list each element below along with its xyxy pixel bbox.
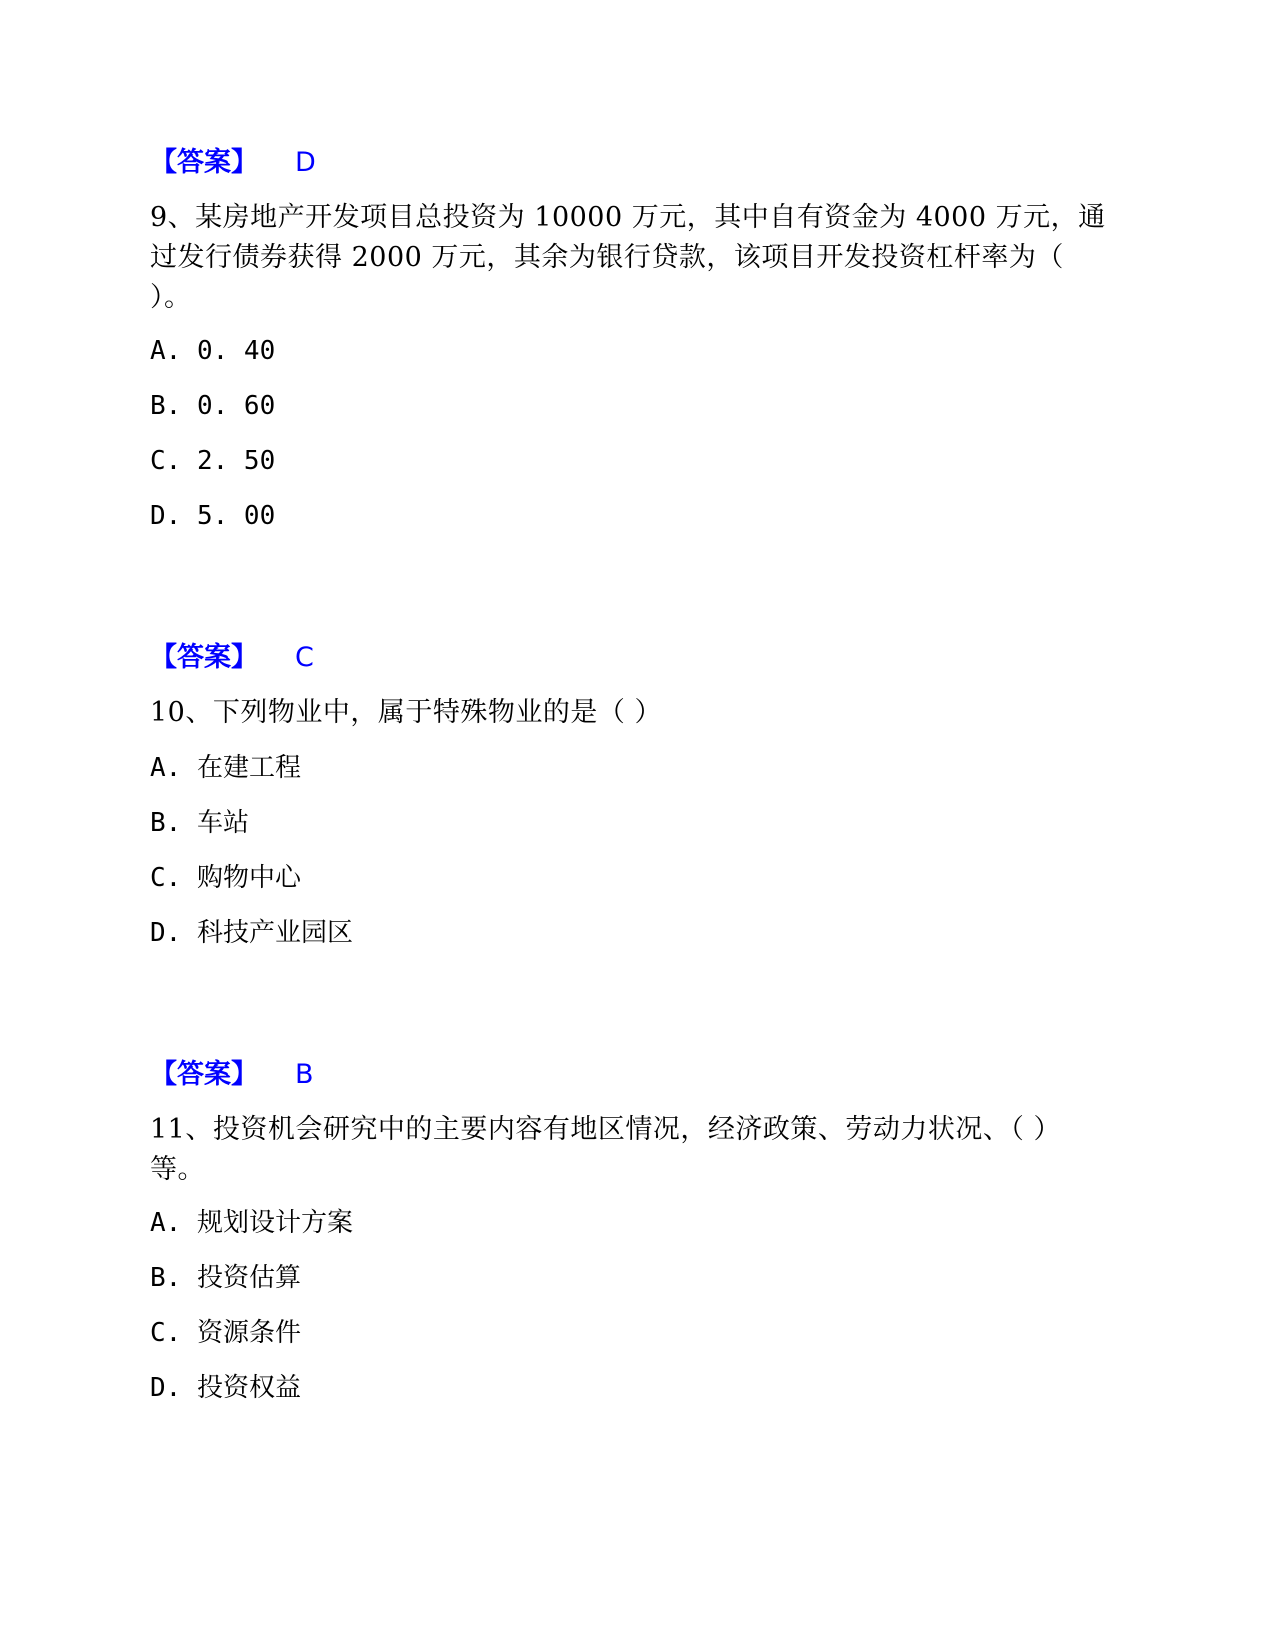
option-a: A. 规划设计方案 <box>150 1208 353 1238</box>
option-c: C. 购物中心 <box>150 863 301 893</box>
option-a: A. 在建工程 <box>150 753 301 783</box>
answer-label: 【答案】 <box>150 642 258 673</box>
option-d: D. 投资权益 <box>150 1373 301 1403</box>
question-stem-line: ）。 <box>150 282 192 313</box>
answer-label: 【答案】 <box>150 1059 258 1090</box>
option-c: C. 资源条件 <box>150 1318 301 1348</box>
option-b: B. 车站 <box>150 808 249 838</box>
question-stem-line: 10、下列物业中，属于特殊物业的是（ ） <box>150 697 662 728</box>
answer-line <box>150 143 316 183</box>
option-b: B. 0. 60 <box>150 391 276 421</box>
question-stem-line: 11、投资机会研究中的主要内容有地区情况，经济政策、劳动力状况、（ ） <box>150 1114 1061 1145</box>
question-stem-line: 9、某房地产开发项目总投资为 10000 万元，其中自有资金为 4000 万元，通 <box>150 202 1106 233</box>
option-a: A. 0. 40 <box>150 336 276 366</box>
answer-label: 【答案】 <box>150 147 258 178</box>
option-d: D. 科技产业园区 <box>150 918 353 948</box>
question-stem-line: 过发行债券获得 2000 万元，其余为银行贷款，该项目开发投资杠杆率为（ <box>150 242 1064 273</box>
answer-line <box>150 1055 314 1095</box>
answer-line <box>150 638 314 678</box>
answer-value: B <box>295 1059 314 1090</box>
answer-value: D <box>295 147 316 178</box>
answer-value: C <box>295 642 314 673</box>
option-d: D. 5. 00 <box>150 501 276 531</box>
option-b: B. 投资估算 <box>150 1263 301 1293</box>
option-c: C. 2. 50 <box>150 446 276 476</box>
question-stem-line: 等。 <box>150 1154 205 1185</box>
